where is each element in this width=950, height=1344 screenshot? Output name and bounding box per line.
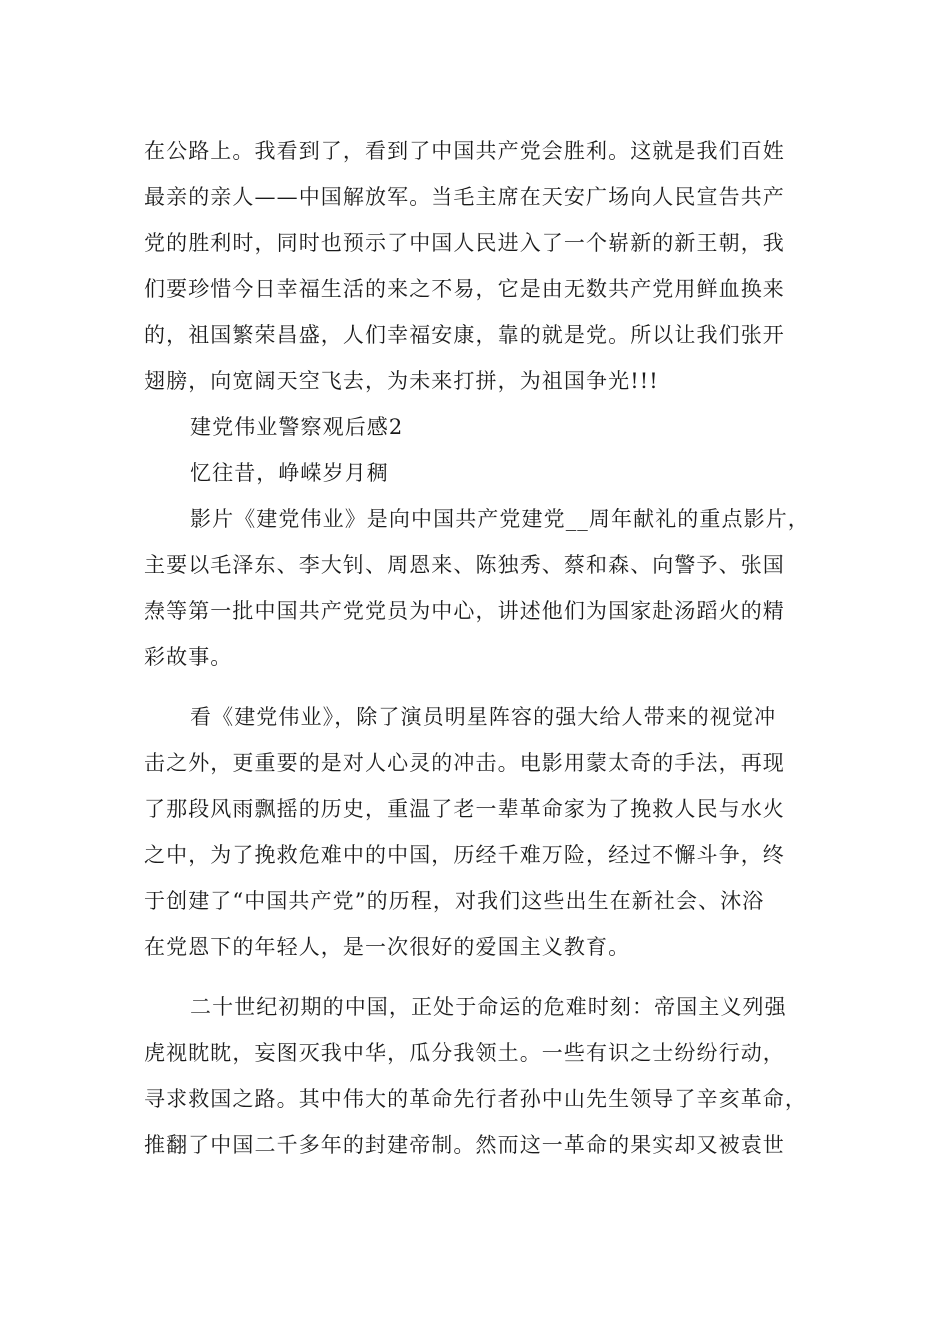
text-line: 翅膀，向宽阔天空飞去，为未来打拼，为祖国争光!!! (144, 369, 659, 393)
text-line: 彩故事。 (144, 645, 233, 669)
text-line: 焘等第一批中国共产党党员为中心，讲述他们为国家赴汤蹈火的精 (144, 599, 785, 623)
paragraph-1 (144, 496, 834, 680)
text-line: 之中，为了挽救危难中的中国，历经千难万险，经过不懈斗争，终 (144, 843, 785, 867)
text-line: 影片《建党伟业》是向中国共产党建党__周年献礼的重点影片， (190, 507, 810, 531)
section-subheading: 忆往昔，峥嵘岁月稠 (190, 461, 389, 485)
text-line: 们要珍惜今日幸福生活的来之不易，它是由无数共产党用鲜血换来 (144, 277, 785, 301)
text-line: 二十世纪初期的中国，正处于命运的危难时刻：帝国主义列强 (190, 995, 787, 1019)
text-line: 主要以毛泽东、李大钊、周恩来、陈独秀、蔡和森、向警予、张国 (144, 553, 785, 577)
text-line: 击之外，更重要的是对人心灵的冲击。电影用蒙太奇的手法，再现 (144, 751, 785, 775)
text-line: 于创建了“中国共产党”的历程，对我们这些出生在新社会、沐浴 (144, 889, 765, 913)
section-heading: 建党伟业警察观后感2 (190, 415, 404, 439)
document-page (144, 128, 834, 1168)
text-line: 虎视眈眈，妄图灭我中华，瓜分我领土。一些有识之士纷纷行动， (144, 1041, 785, 1065)
text-line: 最亲的亲人——中国解放军。当毛主席在天安广场向人民宣告共产 (144, 185, 785, 209)
paragraph-gap (144, 680, 834, 694)
text-line: 了那段风雨飘摇的历史，重温了老一辈革命家为了挽救人民与水火 (144, 797, 785, 821)
text-line: 的，祖国繁荣昌盛，人们幸福安康，靠的就是党。所以让我们张开 (144, 323, 785, 347)
text-line: 看《建党伟业》，除了演员明星阵容的强大给人带来的视觉冲 (190, 705, 777, 729)
paragraph-3 (144, 984, 834, 1168)
paragraph-2 (144, 694, 834, 970)
text-line: 推翻了中国二千多年的封建帝制。然而这一革命的果实却又被袁世 (144, 1133, 785, 1157)
paragraph-continuation (144, 128, 834, 404)
text-line: 寻求救国之路。其中伟大的革命先行者孙中山先生领导了辛亥革命， (144, 1087, 807, 1111)
text-line: 党的胜利时，同时也预示了中国人民进入了一个崭新的新王朝，我 (144, 231, 785, 255)
text-line: 在党恩下的年轻人，是一次很好的爱国主义教育。 (144, 935, 631, 959)
text-line: 在公路上。我看到了，看到了中国共产党会胜利。这就是我们百姓 (144, 139, 785, 163)
paragraph-gap (144, 970, 834, 984)
